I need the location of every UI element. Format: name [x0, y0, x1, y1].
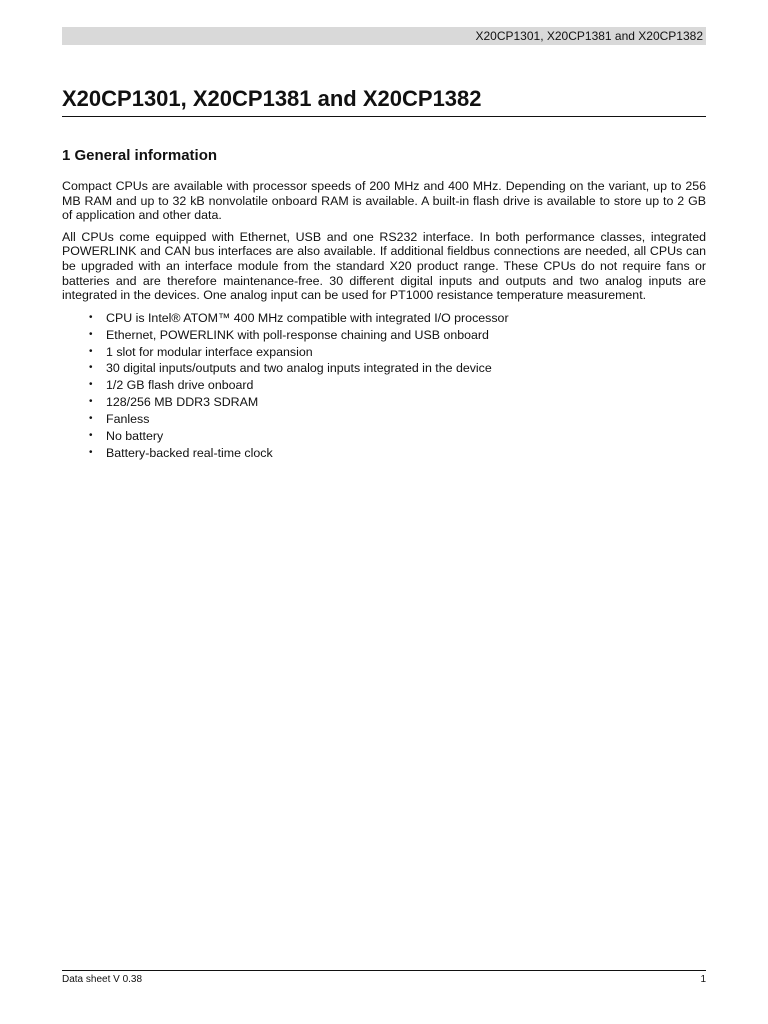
running-header-title: X20CP1301, X20CP1381 and X20CP1382 — [475, 29, 703, 43]
footer-divider — [62, 970, 706, 971]
section-heading: 1 General information — [62, 147, 218, 164]
list-item: • No battery — [89, 428, 706, 445]
list-item: • Battery-backed real-time clock — [89, 445, 706, 462]
list-item: • CPU is Intel® ATOM™ 400 MHz compatible with integrated I/O processor — [89, 310, 706, 327]
paragraph-1: Compact CPUs are available with processor speeds of 200 MHz and 400 MHz. Depending on the variant, up to 256 MB RAM and up to 32 kB nonvolatile onboard RAM is available. A built-in flash drive is available to store up to 2 GB of application and other data. — [62, 179, 706, 223]
running-header — [62, 27, 706, 45]
section-body — [62, 179, 706, 462]
list-item: • 30 digital inputs/outputs and two analog inputs integrated in the device — [89, 360, 706, 377]
list-item: • 1/2 GB flash drive onboard — [89, 377, 706, 394]
list-item: • 128/256 MB DDR3 SDRAM — [89, 394, 706, 411]
list-item: • 1 slot for modular interface expansion — [89, 344, 706, 361]
document-title: X20CP1301, X20CP1381 and X20CP1382 — [62, 85, 706, 117]
feature-list — [62, 310, 706, 462]
paragraph-2: All CPUs come equipped with Ethernet, USB and one RS232 interface. In both performance classes, integrated POWERLINK and CAN bus interfaces are also available. If additional fieldbus connections are needed, all CPUs can be upgraded with an interface module from the standard X20 product range. These CPUs do not require fans or batteries and are therefore maintenance-free. 30 different digital inputs and outputs and two analog inputs are integrated in the devices. One analog input can be used for PT1000 resistance temperature measurement. — [62, 229, 706, 303]
footer-version: Data sheet V 0.38 — [62, 974, 143, 985]
list-item: • Fanless — [89, 411, 706, 428]
list-item: • Ethernet, POWERLINK with poll-response chaining and USB onboard — [89, 327, 706, 344]
page-number: 1 — [700, 974, 706, 985]
